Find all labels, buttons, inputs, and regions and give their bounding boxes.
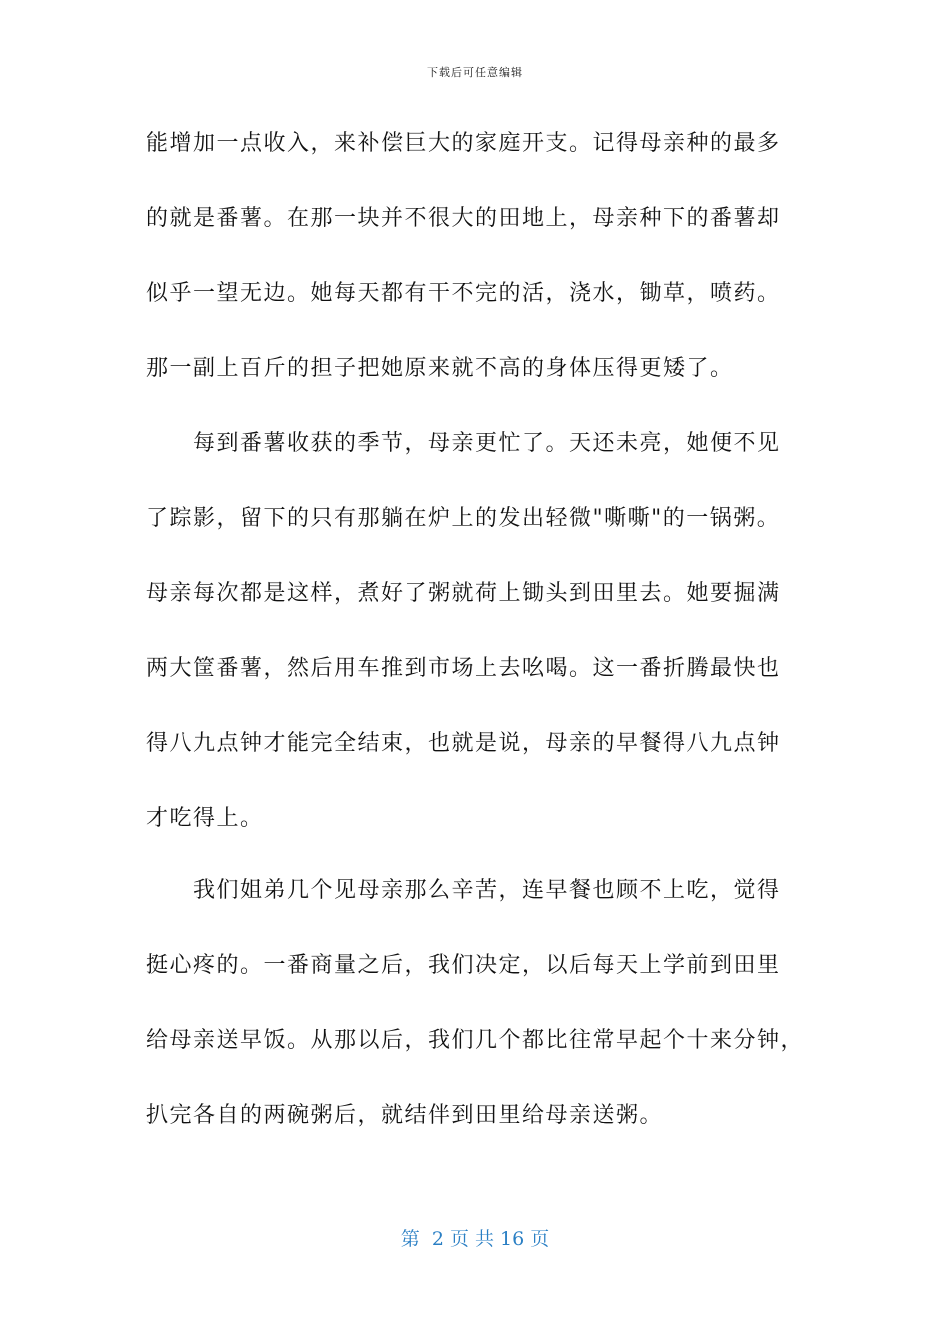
text-line: 那一副上百斤的担子把她原来就不高的身体压得更矮了。: [146, 356, 734, 381]
paragraph-first-line: 我们姐弟几个见母亲那么辛苦，连早餐也顾不上吃，觉得: [193, 878, 781, 903]
text-line: 扒完各自的两碗粥后，就结伴到田里给母亲送粥。: [146, 1103, 664, 1128]
text-line: 两大筐番薯，然后用车推到市场上去吆喝。这一番折腾最快也: [146, 656, 781, 681]
text-line: 了踪影，留下的只有那躺在炉上的发出轻微"嘶嘶"的一锅粥。: [146, 506, 781, 531]
text-line: 得八九点钟才能完全结束，也就是说，母亲的早餐得八九点钟: [146, 731, 781, 756]
text-line: 似乎一望无边。她每天都有干不完的活，浇水，锄草，喷药。: [146, 281, 781, 306]
text-line: 能增加一点收入，来补偿巨大的家庭开支。记得母亲种的最多: [146, 131, 781, 156]
page-number-footer: 第 2 页 共 16 页: [400, 1228, 550, 1250]
page-header: 下载后可任意编辑: [427, 66, 523, 79]
paragraph-first-line: 每到番薯收获的季节，母亲更忙了。天还未亮，她便不见: [193, 431, 781, 456]
text-line: 母亲每次都是这样，煮好了粥就荷上锄头到田里去。她要掘满: [146, 581, 781, 606]
text-line: 挺心疼的。一番商量之后，我们决定，以后每天上学前到田里: [146, 953, 781, 978]
text-line: 的就是番薯。在那一块并不很大的田地上，母亲种下的番薯却: [146, 206, 781, 231]
text-line: 才吃得上。: [146, 806, 264, 831]
text-line: 给母亲送早饭。从那以后，我们几个都比往常早起个十来分钟，: [146, 1028, 805, 1053]
